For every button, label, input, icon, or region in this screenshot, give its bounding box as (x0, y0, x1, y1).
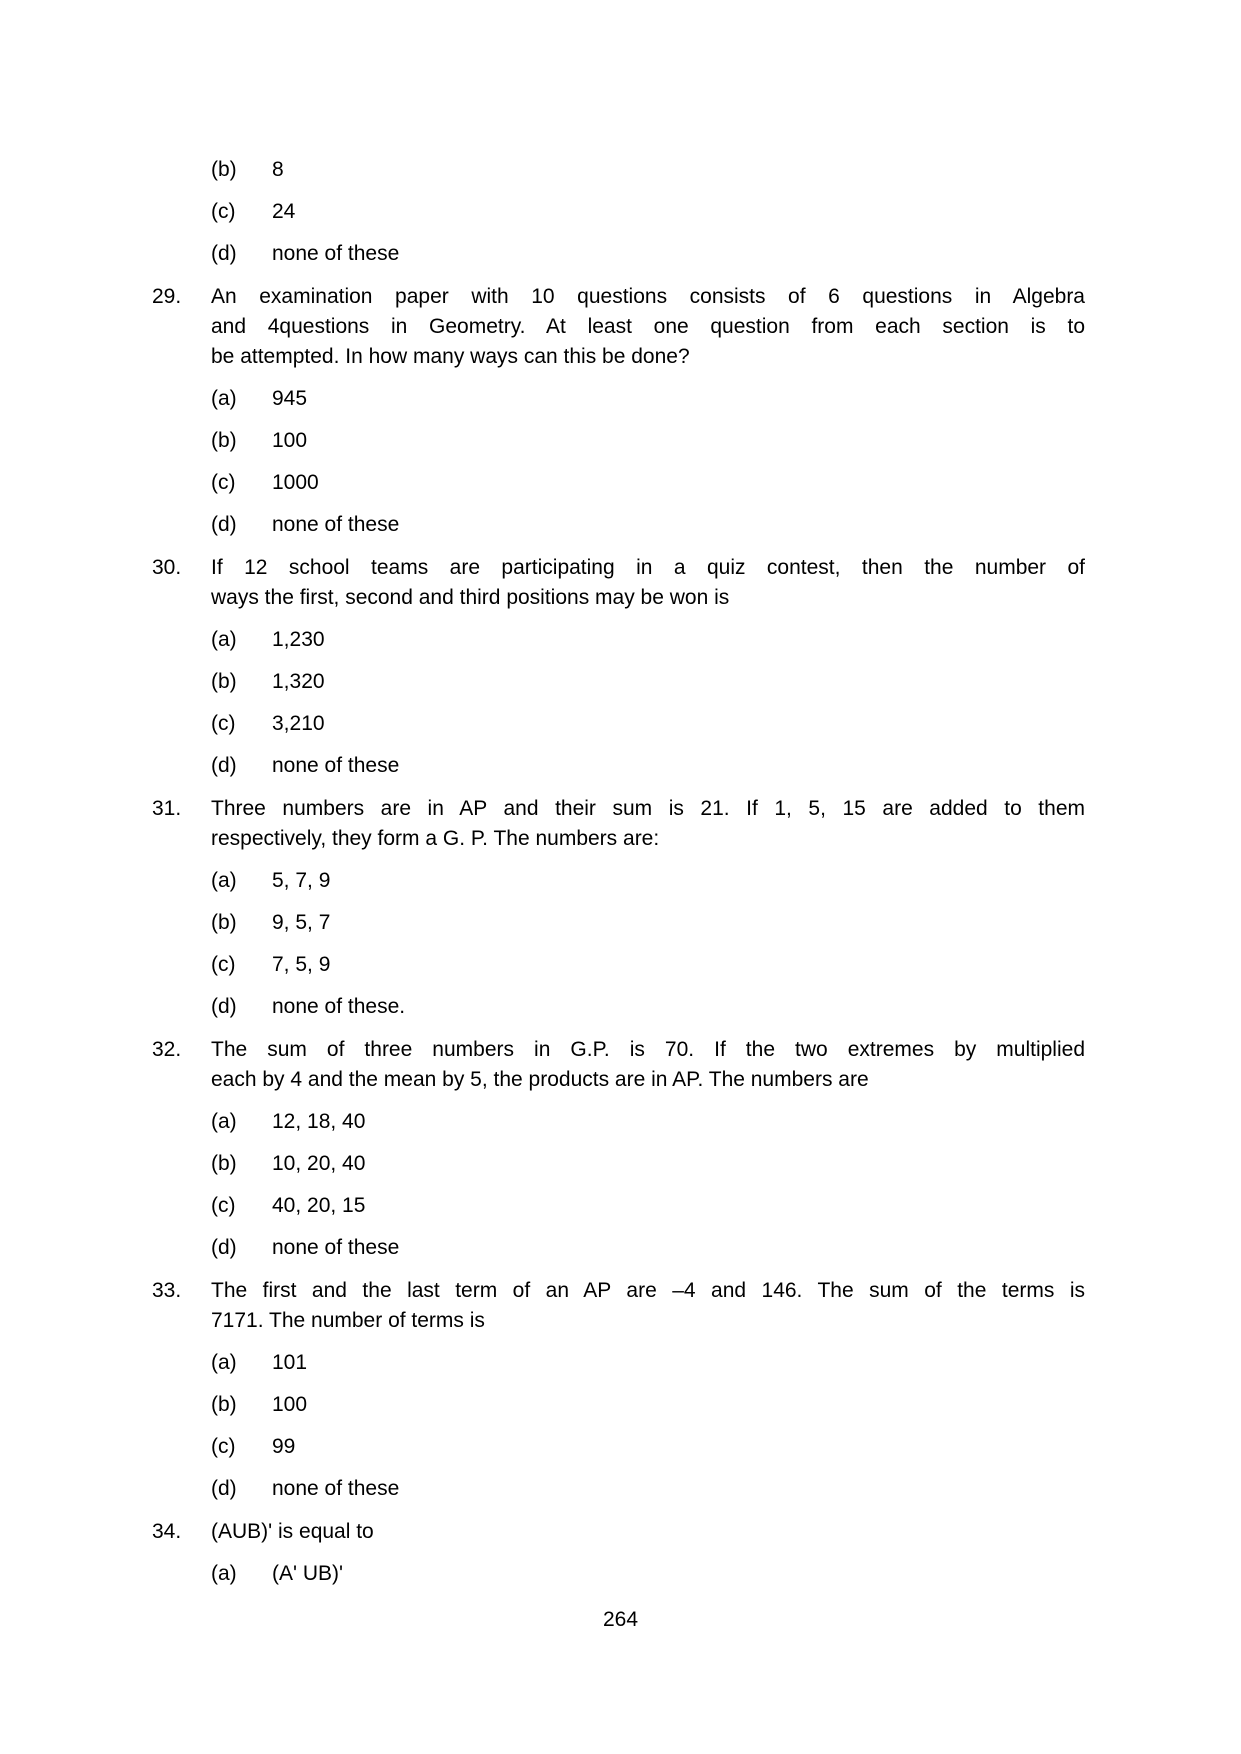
option-label: (c) (211, 200, 236, 223)
questions-content (152, 155, 1085, 1601)
option-label: (b) (211, 911, 237, 934)
option-value: 945 (272, 387, 308, 410)
option-label: (d) (211, 1236, 237, 1259)
question-30 (152, 553, 1085, 613)
option-label: (d) (211, 995, 237, 1018)
option-row (211, 908, 1085, 938)
option-label: (a) (211, 628, 237, 651)
option-value: 8 (272, 158, 284, 181)
option-value: 12, 18, 40 (272, 1110, 366, 1133)
question-text-line: 7171. The number of terms is (211, 1309, 485, 1332)
option-row (211, 1559, 1085, 1589)
page-number: 264 (602, 1608, 639, 1631)
option-row (211, 197, 1085, 227)
option-value: none of these (272, 242, 400, 265)
question-29 (152, 282, 1085, 372)
option-value: 101 (272, 1351, 308, 1374)
option-label: (c) (211, 1194, 236, 1217)
option-label: (c) (211, 471, 236, 494)
option-value: 100 (272, 429, 308, 452)
question-text (211, 282, 1085, 372)
question-text-line: The sum of three numbers in G.P. is 70. If the two extremes by multiplied (211, 1038, 1085, 1061)
option-label: (c) (211, 953, 236, 976)
question-text-line: If 12 school teams are participating in a quiz contest, then the number of (211, 556, 1085, 579)
option-row (211, 751, 1085, 781)
option-row (211, 866, 1085, 896)
question-32-options (211, 1107, 1085, 1263)
option-row (211, 155, 1085, 185)
question-31-options (211, 866, 1085, 1022)
option-label: (a) (211, 1351, 237, 1374)
option-value: 1,230 (272, 628, 325, 651)
question-text-line: ways the first, second and third positions may be won is (211, 586, 730, 609)
option-row (211, 426, 1085, 456)
option-label: (a) (211, 869, 237, 892)
question-text (211, 1517, 1085, 1547)
option-row (211, 667, 1085, 697)
option-row (211, 1348, 1085, 1378)
question-text (211, 794, 1085, 854)
option-row (211, 709, 1085, 739)
question-text-line: Three numbers are in AP and their sum is 21. If 1, 5, 15 are added to them (211, 797, 1085, 820)
option-label: (b) (211, 1152, 237, 1175)
option-label: (b) (211, 429, 237, 452)
option-label: (b) (211, 670, 237, 693)
option-value: none of these (272, 1477, 400, 1500)
option-value: (A' UB)' (272, 1562, 344, 1585)
option-label: (b) (211, 1393, 237, 1416)
question-text-line: An examination paper with 10 questions consists of 6 questions in Algebra (211, 285, 1085, 308)
option-row (211, 384, 1085, 414)
option-row (211, 1149, 1085, 1179)
question-33-options (211, 1348, 1085, 1504)
question-31 (152, 794, 1085, 854)
question-text (211, 1035, 1085, 1095)
option-row (211, 1191, 1085, 1221)
option-row (211, 950, 1085, 980)
option-value: 10, 20, 40 (272, 1152, 366, 1175)
option-label: (b) (211, 158, 237, 181)
question-text-line: respectively, they form a G. P. The numbers are: (211, 827, 660, 850)
question-33 (152, 1276, 1085, 1336)
option-value: 9, 5, 7 (272, 911, 331, 934)
option-row (211, 510, 1085, 540)
option-label: (a) (211, 387, 237, 410)
option-value: 99 (272, 1435, 296, 1458)
option-value: none of these (272, 513, 400, 536)
question-text-line: The first and the last term of an AP are –4 and 146. The sum of the terms is (211, 1279, 1085, 1302)
question-29-options (211, 384, 1085, 540)
question-32 (152, 1035, 1085, 1095)
option-value: none of these. (272, 995, 406, 1018)
option-label: (c) (211, 712, 236, 735)
question-number: 32. (152, 1038, 182, 1061)
question-28-options (211, 155, 1085, 269)
option-value: 100 (272, 1393, 308, 1416)
question-number: 33. (152, 1279, 182, 1302)
option-row (211, 1107, 1085, 1137)
option-value: none of these (272, 1236, 400, 1259)
question-text (211, 1276, 1085, 1336)
question-text-line: be attempted. In how many ways can this be done? (211, 345, 690, 368)
question-text-line: and 4questions in Geometry. At least one question from each section is to (211, 315, 1085, 338)
question-text-line: (AUB)' is equal to (211, 1520, 374, 1543)
option-label: (d) (211, 513, 237, 536)
question-text-line: each by 4 and the mean by 5, the products are in AP. The numbers are (211, 1068, 869, 1091)
option-value: none of these (272, 754, 400, 777)
question-number: 34. (152, 1520, 182, 1543)
question-34-options (211, 1559, 1085, 1589)
option-label: (d) (211, 754, 237, 777)
option-label: (a) (211, 1562, 237, 1585)
option-value: 3,210 (272, 712, 325, 735)
option-label: (d) (211, 242, 237, 265)
question-number: 30. (152, 556, 182, 579)
question-number: 29. (152, 285, 182, 308)
option-value: 40, 20, 15 (272, 1194, 366, 1217)
option-label: (a) (211, 1110, 237, 1133)
option-value: 5, 7, 9 (272, 869, 331, 892)
option-row (211, 1474, 1085, 1504)
option-row (211, 625, 1085, 655)
option-row (211, 1233, 1085, 1263)
question-34 (152, 1517, 1085, 1547)
option-row (211, 992, 1085, 1022)
option-label: (c) (211, 1435, 236, 1458)
option-row (211, 239, 1085, 269)
option-value: 1,320 (272, 670, 325, 693)
option-label: (d) (211, 1477, 237, 1500)
question-text (211, 553, 1085, 613)
option-row (211, 1432, 1085, 1462)
question-30-options (211, 625, 1085, 781)
option-value: 24 (272, 200, 296, 223)
question-number: 31. (152, 797, 182, 820)
option-value: 7, 5, 9 (272, 953, 331, 976)
option-value: 1000 (272, 471, 319, 494)
option-row (211, 1390, 1085, 1420)
option-row (211, 468, 1085, 498)
